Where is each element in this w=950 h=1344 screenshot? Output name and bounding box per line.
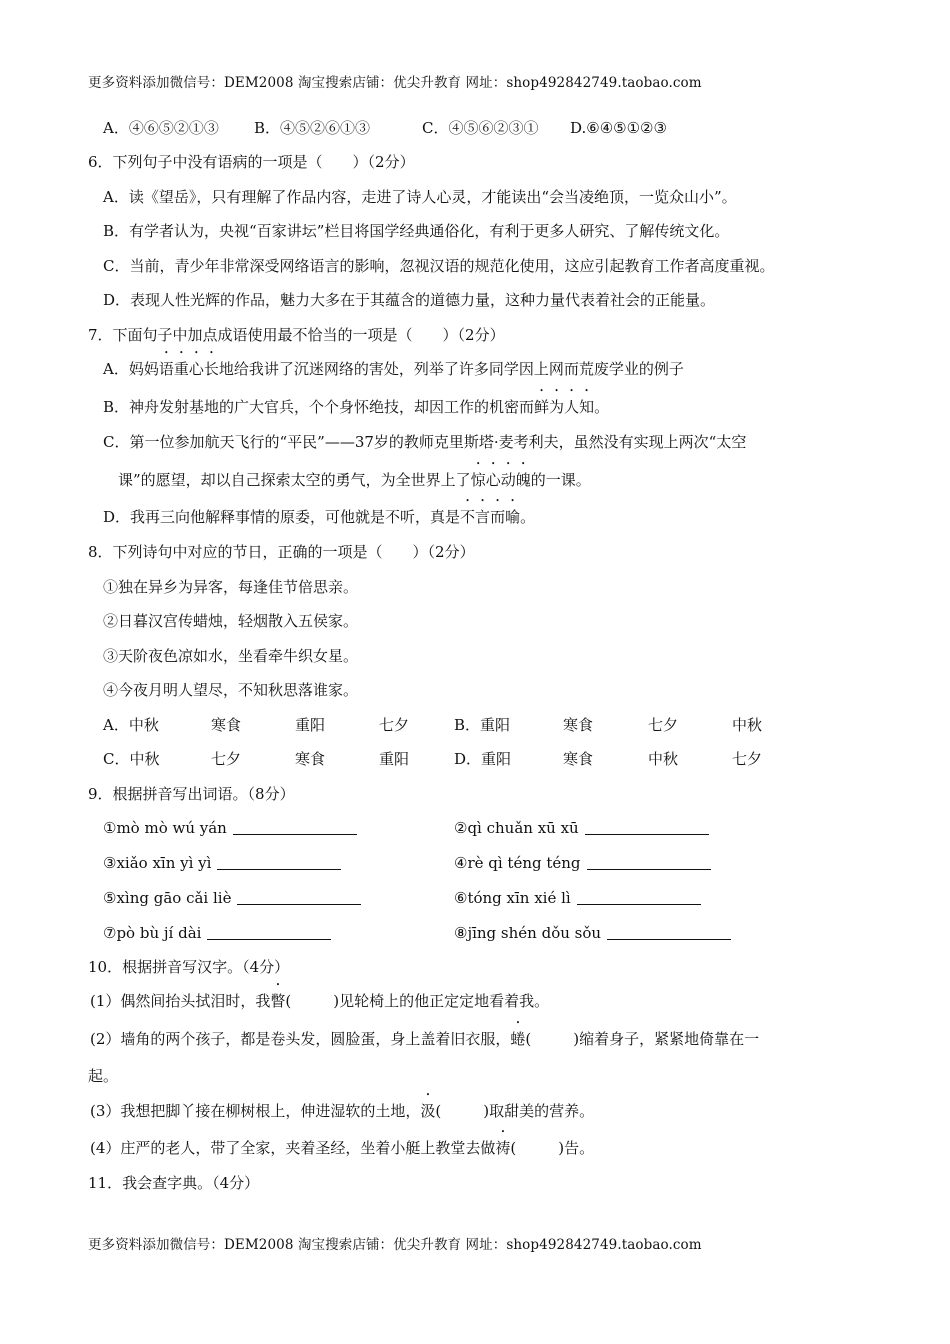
q9-stem: 9．根据拼音写出词语。（8分）: [88, 785, 295, 803]
q8-optD-2: 寒食: [563, 750, 594, 768]
answer-blank[interactable]: [207, 925, 331, 940]
q8-poem-1: ①独在异乡为异客，每逢佳节倍思亲。: [103, 578, 359, 596]
q6-option-a: A．读《望岳》，只有理解了作品内容，走进了诗人心灵，才能读出“会当凌绝顶，一览众山小”。: [103, 188, 737, 206]
q9-item-2: ②qì chuǎn xū xū: [454, 818, 709, 838]
q5-option-d: D.⑥④⑤①②③: [570, 119, 667, 137]
answer-blank[interactable]: [577, 890, 701, 905]
q9-item-1: ①mò mò wú yán: [103, 818, 357, 838]
q7-option-a: A．妈妈语重心长地给我讲了沉迷网络的害处，列举了许多同学因上网而荒废学业的例子: [103, 360, 684, 378]
q6-option-d: D．表现人性光辉的作品，魅力大多在于其蕴含的道德力量，这种力量代表着社会的正能量。: [103, 291, 716, 309]
answer-blank[interactable]: [233, 820, 357, 835]
answer-blank[interactable]: [607, 925, 731, 940]
answer-blank[interactable]: [237, 890, 361, 905]
q8-optD-3: 中秋: [648, 750, 679, 768]
q10-stem: 10．根据拼音写汉字。（4分）: [88, 958, 290, 976]
q7-option-d: D．我再三向他解释事情的原委，可他就是不听，真是不言而喻。: [103, 508, 536, 526]
q6-option-b: B．有学者认为，央视“百家讲坛”栏目将国学经典通俗化，有利于更多人研究、了解传统文化。: [103, 222, 730, 240]
q7-option-c-line1: C．第一位参加航天飞行的“平民”——37岁的教师克里斯塔·麦考利夫，虽然没有实现上两次“太空: [103, 433, 747, 451]
q5-option-c: C．④⑤⑥②③①: [422, 119, 539, 137]
q8-optB-1: B．重阳: [454, 716, 511, 734]
answer-blank[interactable]: [585, 820, 709, 835]
q9-item-8: ⑧jīng shén dǒu sǒu: [454, 923, 731, 943]
q10-item-1: (1）偶然间抬头拭泪时，我瞥( )见轮椅上的他正定定地看着我。: [90, 992, 550, 1010]
q8-optA-1: A．中秋: [103, 716, 159, 734]
q11-stem: 11．我会查字典。（4分）: [88, 1174, 260, 1192]
q8-optC-1: C．中秋: [103, 750, 160, 768]
answer-blank[interactable]: [217, 855, 341, 870]
q10-item-4: (4）庄严的老人，带了全家，夹着圣经，坐着小艇上教堂去做祷( )告。: [90, 1139, 595, 1157]
q8-optB-2: 寒食: [563, 716, 594, 734]
q8-optC-2: 七夕: [211, 750, 242, 768]
q9-item-7: ⑦pò bù jí dài: [103, 923, 331, 943]
q5-option-b: B．④⑤②⑥①③: [254, 119, 371, 137]
q8-optC-3: 寒食: [295, 750, 326, 768]
q8-optB-3: 七夕: [648, 716, 679, 734]
q8-optD-1: D．重阳: [454, 750, 512, 768]
q7-option-c-line2: 课”的愿望，却以自己探索太空的勇气，为全世界上了惊心动魄的一课。: [118, 471, 591, 489]
q7-stem: 7．下面句子中加点成语使用最不恰当的一项是（ ）（2分）: [88, 326, 505, 344]
q8-optC-4: 重阳: [379, 750, 410, 768]
q9-item-3: ③xiǎo xīn yì yì: [103, 853, 341, 873]
q6-option-c: C．当前，青少年非常深受网络语言的影响，忽视汉语的规范化使用，这应引起教育工作者高度重视。: [103, 257, 775, 275]
q8-optD-4: 七夕: [732, 750, 763, 768]
q10-item-2: (2）墙角的两个孩子，都是卷头发，圆脸蛋，身上盖着旧衣服，蜷( )缩着身子，紧紧地倚靠在一: [90, 1030, 760, 1048]
q8-optA-2: 寒食: [211, 716, 242, 734]
q5-option-a: A．④⑥⑤②①③: [103, 119, 219, 137]
q8-optB-4: 中秋: [732, 716, 763, 734]
q8-stem: 8．下列诗句中对应的节日，正确的一项是（ ）（2分）: [88, 543, 475, 561]
q7-option-b: B．神舟发射基地的广大官兵，个个身怀绝技，却因工作的机密而鲜为人知。: [103, 398, 610, 416]
q8-optA-3: 重阳: [295, 716, 326, 734]
q8-poem-3: ③天阶夜色凉如水，坐看牵牛织女星。: [103, 647, 359, 665]
page-header: 更多资料添加微信号：DEM2008 淘宝搜索店铺：优尖升教育 网址：shop492842749.taobao.com: [88, 75, 702, 91]
q9-item-6: ⑥tóng xīn xié lì: [454, 888, 701, 908]
q9-item-4: ④rè qì téng téng: [454, 853, 711, 873]
q8-poem-4: ④今夜月明人望尽，不知秋思落谁家。: [103, 681, 359, 699]
q8-poem-2: ②日暮汉宫传蜡烛，轻烟散入五侯家。: [103, 612, 359, 630]
page-footer: 更多资料添加微信号：DEM2008 淘宝搜索店铺：优尖升教育 网址：shop492842749.taobao.com: [88, 1237, 702, 1253]
q10-item-3: (3）我想把脚丫接在柳树根上，伸进湿软的土地，汲( )取甜美的营养。: [90, 1102, 595, 1120]
q8-optA-4: 七夕: [379, 716, 410, 734]
q10-item-2-cont: 起。: [88, 1067, 119, 1085]
q9-item-5: ⑤xìng gāo cǎi liè: [103, 888, 361, 908]
answer-blank[interactable]: [587, 855, 711, 870]
q6-stem: 6．下列句子中没有语病的一项是（ ）（2分）: [88, 153, 415, 171]
